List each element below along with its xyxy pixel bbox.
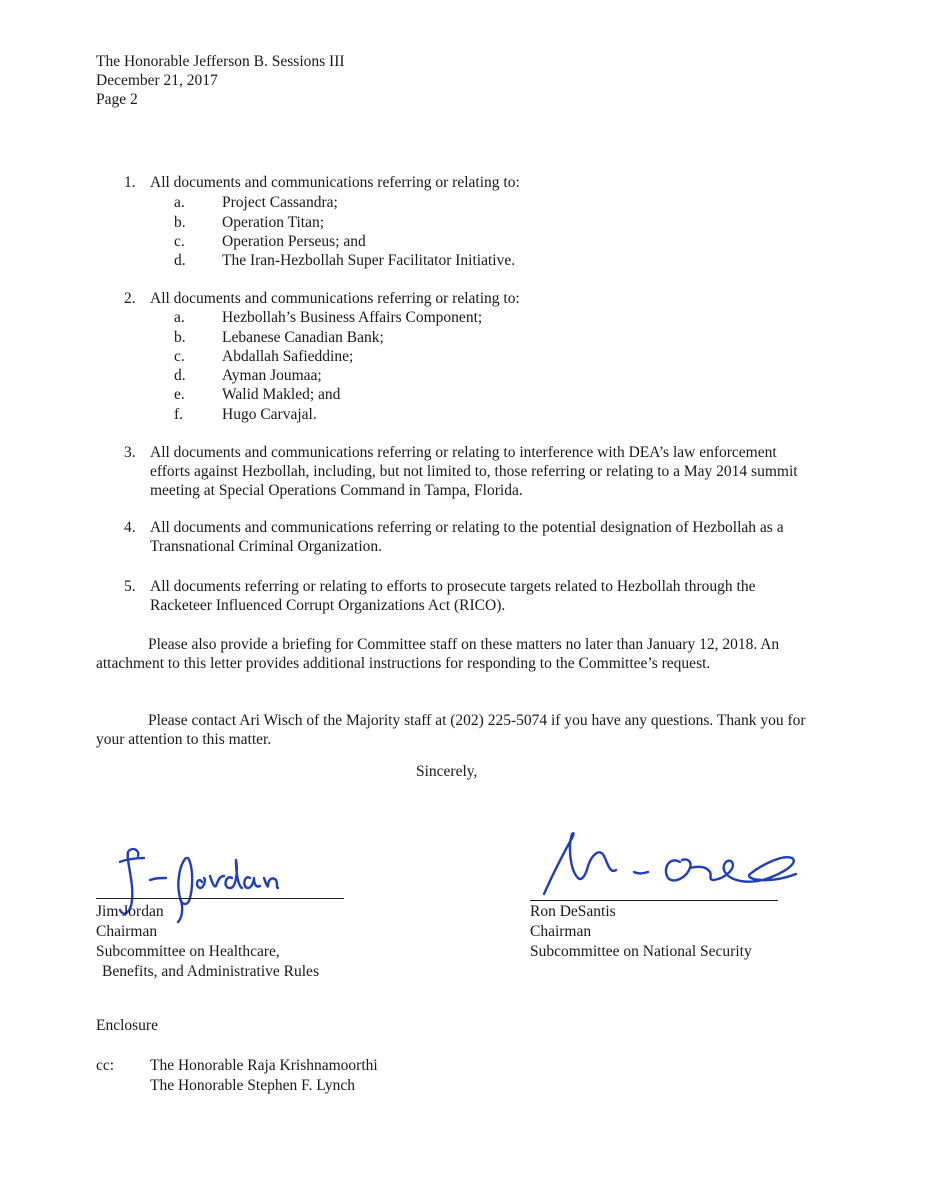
- closing: Sincerely,: [416, 763, 478, 780]
- request-text: All documents and communications referring or relating to interference with DEA’s law enforcement efforts against Hezbollah, including, but not limited to, those referring or relating to a May 2014 summit meeting at Special Operations Command in Tampa, Florida.: [150, 444, 798, 499]
- signature-desantis: [530, 826, 810, 898]
- signer-block-desantis: [530, 902, 752, 962]
- cc-recipient: The Honorable Raja Krishnamoorthi: [150, 1057, 378, 1074]
- request-number: 4.: [124, 519, 136, 536]
- cc-list: [150, 1056, 378, 1096]
- letter-header: [96, 52, 345, 109]
- signer-title: Chairman: [96, 923, 158, 940]
- signer-name: Jim Jordan: [96, 903, 164, 920]
- signer-name: Ron DeSantis: [530, 903, 616, 920]
- signer-block-jordan: [96, 902, 319, 982]
- signer-title: Chairman: [530, 923, 592, 940]
- signer-subcommittee: Subcommittee on National Security: [530, 943, 752, 960]
- contact-paragraph: Please contact Ari Wisch of the Majority staff at (202) 225-5074 if you have any questions. Thank you for your attention to this matter.: [96, 712, 806, 748]
- request-text: All documents and communications referring or relating to:: [150, 174, 520, 191]
- signer-subcommittee-cont: Benefits, and Administrative Rules: [102, 963, 319, 980]
- request-number: 5.: [124, 578, 136, 595]
- recipient-line: The Honorable Jefferson B. Sessions III: [96, 53, 345, 70]
- cc-recipient: The Honorable Stephen F. Lynch: [150, 1077, 355, 1094]
- request-number: 3.: [124, 444, 136, 461]
- request-number: 2.: [124, 290, 136, 307]
- date-line: December 21, 2017: [96, 72, 218, 89]
- request-text: All documents and communications referring or relating to the potential designation of Hezbollah as a Transnational Criminal Organization.: [150, 519, 784, 555]
- enclosure-note: Enclosure: [96, 1017, 158, 1034]
- request-text: All documents and communications referring or relating to:: [150, 290, 520, 307]
- briefing-paragraph: Please also provide a briefing for Committee staff on these matters no later than January 12, 2018. An attachment to this letter provides additional instructions for responding to the Committee’s request.: [96, 636, 780, 672]
- cc-label: cc:: [96, 1057, 115, 1074]
- signer-subcommittee: Subcommittee on Healthcare,: [96, 943, 280, 960]
- signature-line: [530, 900, 778, 901]
- request-text: All documents referring or relating to efforts to prosecute targets related to Hezbollah through the Racketeer Influenced Corrupt Organizations Act (RICO).: [150, 578, 756, 614]
- letter-page: The Honorable Jefferson B. Sessions III December 21, 2017 Page 2 1. All documents and communications referring or relating to: a. Project Cassandra; b. Operation Titan; c. Operation Perseus; and d. The Iran-Hezbollah Super Facilitator Initiative. 2. All documents and communications referring or relating to: a. Hezbollah’s Business Affairs Component; b. Lebanese Canadian Bank; c. Abdallah Safieddine; d. Ayman Joumaa; e. Walid Makled; and f. Hugo Carvajal. 3. All documents and communications referring or relating to interference with DEA’s law enforcement efforts against Hezbollah, including, but not limited to, those referring or relating to a May 2014 summit meeting at Special Operations Command in Tampa, Florida. 4. All documents and communications referring or relating to the potential designation of Hezbollah as a Transnational Criminal Organization. 5. All documents referring or relating to efforts to prosecute targets related to Hezbollah through the Racketeer Influenced Corrupt Organizations Act (RICO). Please also provide a briefing for Committee staff on these matters no later than January 12, 2018. An attachment to this letter provides additional instructions for responding to the Committee’s request. Please contact Ari Wisch of the Majority staff at (202) 225-5074 if you have any questions. Thank you for your attention to this matter. Sincerely, Jim Jordan Chairman Subcommittee on Healthcare, Benefits, and Administrative Rules Ron DeSantis Chairman Subcommittee on National Security Enclosure cc: The Honorable Raja Krishnamoorthi The Honorable Stephen F. Lynch: [0, 0, 927, 1200]
- signature-line: [96, 898, 344, 899]
- page-number: Page 2: [96, 91, 138, 108]
- request-number: 1.: [124, 174, 136, 191]
